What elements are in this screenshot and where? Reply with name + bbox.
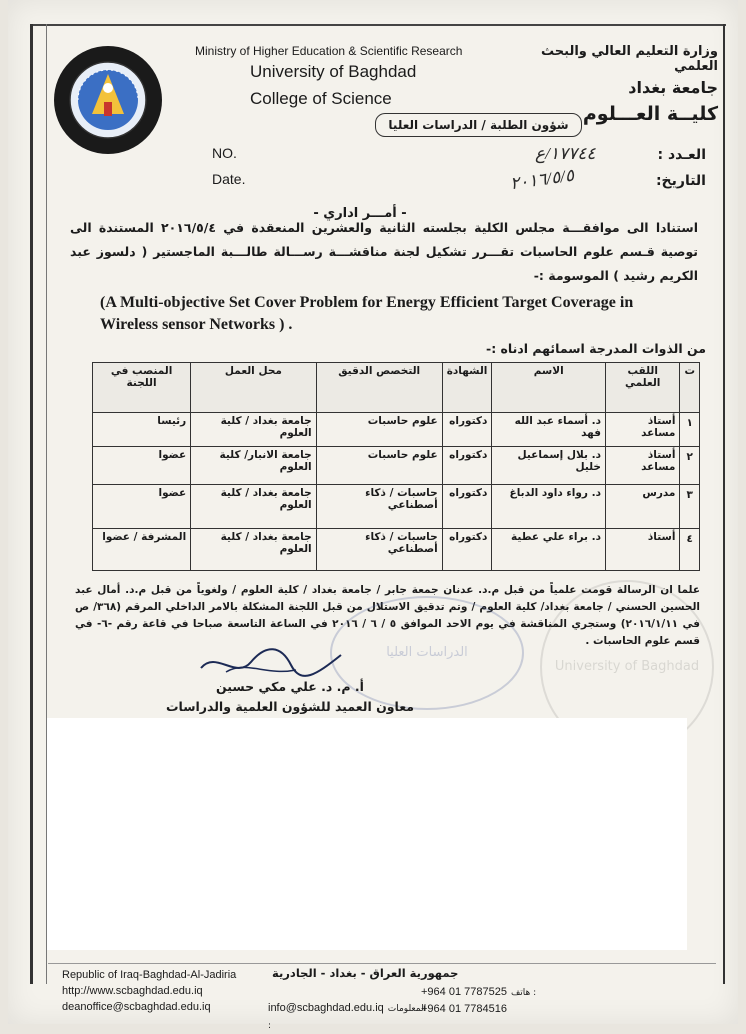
- table-row: [93, 413, 700, 447]
- order-title: - أمـــر اداري -: [313, 206, 407, 221]
- column-header: ت: [680, 363, 700, 413]
- college-name-ar: كليــة العـــلوم: [582, 103, 718, 125]
- table-cell: أستاذ مساعد: [605, 447, 679, 485]
- table-cell: عضوا: [93, 485, 191, 529]
- members-intro: من الذوات المدرجة اسمائهم ادناه :-: [486, 341, 706, 356]
- footer-phone: +964 01 7787525: [421, 986, 507, 998]
- university-name-en: University of Baghdad: [250, 62, 417, 81]
- table-cell: دكتوراه: [442, 529, 492, 571]
- border-left-rule: [30, 24, 33, 984]
- table-cell: جامعة بغداد / كلية العلوم: [191, 485, 316, 529]
- signatory-name: أ. م. د. علي مكي حسين: [216, 679, 364, 694]
- footer-contact-en: [62, 967, 236, 1015]
- reference-labels-en: [212, 140, 245, 192]
- table-cell: د. أسماء عبد الله فهد: [492, 413, 606, 447]
- committee-table: [92, 362, 700, 571]
- college-logo: [52, 44, 164, 156]
- table-cell: ٢: [680, 447, 700, 485]
- ministry-name-ar: وزارة التعليم العالي والبحث العلمي: [541, 44, 718, 74]
- table-cell: دكتوراه: [442, 447, 492, 485]
- table-cell: عضوا: [93, 447, 191, 485]
- table-cell: حاسبات / ذكاء أصطناعي: [316, 529, 442, 571]
- reference-number: ١٧٧٤٤/ع: [535, 144, 596, 163]
- header-english: [195, 44, 495, 109]
- table-header-row: [93, 363, 700, 413]
- footer-website[interactable]: http://www.scbaghdad.edu.iq: [62, 985, 203, 997]
- table-cell: جامعة بغداد / كلية العلوم: [191, 529, 316, 571]
- table-cell: د. بلال إسماعيل خليل: [492, 447, 606, 485]
- table-row: [93, 485, 700, 529]
- footer-info-label: المعلومات :: [268, 1004, 427, 1031]
- reference-labels-ar: [656, 142, 706, 194]
- footer-phones: [421, 984, 571, 1017]
- notes-paragraph: علما ان الرسالة قومت علمياً من قبل م.د. عدنان جمعة جابر / جامعة بغداد / كلية العلوم / ولغوياً من قبل م.د. أمال عبد الحسين الحسني / جامعة بغداد/ كلية العلوم / وتم تدقيق الاستلال من قبل اللجنة المشكلة بالامر الداخلي المرقم (٣٦٨/ ص في ٢٠١٦/١/١١) وستجري المناقشة في يوم الاحد الموافق ٥ / ٦ / ٢٠١٦ في الساعة التاسعة صباحا في قاعة رقم -٦- في قسم علوم الحاسبات .: [75, 584, 701, 647]
- footer-email-info[interactable]: info@scbaghdad.edu.iq: [268, 1002, 384, 1014]
- footer-email-dean[interactable]: deanoffice@scbaghdad.edu.iq: [62, 1001, 211, 1013]
- watermark-seal: University of Baghdad: [540, 580, 714, 754]
- footer-divider: [48, 963, 716, 964]
- table-cell: جامعة بغداد / كلية العلوم: [191, 413, 316, 447]
- number-label-ar: العـدد :: [657, 147, 706, 163]
- university-name-ar: جامعة بغداد: [628, 78, 718, 97]
- table-cell: د. رواء داود الدباغ: [492, 485, 606, 529]
- table-cell: المشرفة / عضوا: [93, 529, 191, 571]
- border-right-rule: [723, 24, 725, 984]
- table-cell: دكتوراه: [442, 485, 492, 529]
- border-top-rule: [30, 24, 726, 26]
- table-row: [93, 447, 700, 485]
- table-cell: علوم حاسبات: [316, 413, 442, 447]
- table-cell: حاسبات / ذكاء أصطناعي: [316, 485, 442, 529]
- table-cell: د. براء علي عطية: [492, 529, 606, 571]
- number-label-en: NO.: [212, 145, 237, 161]
- table-cell: دكتوراه: [442, 413, 492, 447]
- footer-email-info-wrap: [268, 1000, 428, 1034]
- signatory-title: معاون العميد للشؤون العلمية والدراسات: [165, 699, 415, 714]
- department-banner: شؤون الطلبة / الدراسات العليا: [375, 113, 582, 137]
- footer-phone-label: هاتف :: [510, 988, 537, 998]
- table-cell: رئيسا: [93, 413, 191, 447]
- reference-date: ٢٠١٦/٥/٥: [508, 165, 576, 194]
- footer-phone-2: +964 01 7784516: [421, 1003, 507, 1015]
- date-label-en: Date.: [212, 171, 246, 187]
- office-stamp: الدراسات العليا: [330, 596, 524, 710]
- table-cell: أستاذ مساعد: [605, 413, 679, 447]
- column-header: الشهادة: [442, 363, 492, 413]
- column-header: المنصب في اللجنة: [93, 363, 191, 413]
- thesis-title: (A Multi-objective Set Cover Problem for Energy Efficient Target Coverage in Wireless sensor Networks ) .: [100, 294, 634, 333]
- table-cell: جامعة الانبار/ كلية العلوم: [191, 447, 316, 485]
- table-cell: أستاذ: [605, 529, 679, 571]
- column-header: محل العمل: [191, 363, 316, 413]
- footer-address-ar: جمهورية العراق - بغداد - الجادرية: [272, 966, 459, 980]
- table-cell: ٤: [680, 529, 700, 571]
- table-cell: ١: [680, 413, 700, 447]
- table-cell: علوم حاسبات: [316, 447, 442, 485]
- college-name-en: College of Science: [250, 89, 392, 108]
- redacted-area: [47, 718, 687, 950]
- column-header: اللقب العلمي: [605, 363, 679, 413]
- column-header: الاسم: [492, 363, 606, 413]
- column-header: التخصص الدقيق: [316, 363, 442, 413]
- table-cell: مدرس: [605, 485, 679, 529]
- order-intro-paragraph: استنادا الى موافقـــة مجلس الكلية بجلسته الثانية والعشرين المنعقدة في ٢٠١٦/٥/٤ المستندة الى توصية قـسم علوم الحاسبات تقـــرر تشكيل لجنة مناقشـــة رســـالة طالـــبة الماجستير ( دلسوز عبد الكريم رشيد ) الموسومة :-: [70, 220, 698, 283]
- ministry-name-en: Ministry of Higher Education & Scientific Research: [195, 44, 463, 58]
- table-cell: ٣: [680, 485, 700, 529]
- date-label-ar: التاريخ:: [655, 173, 706, 189]
- footer-address-en: Republic of Iraq-Baghdad-Al-Jadiria: [62, 969, 237, 981]
- table-row: [93, 529, 700, 571]
